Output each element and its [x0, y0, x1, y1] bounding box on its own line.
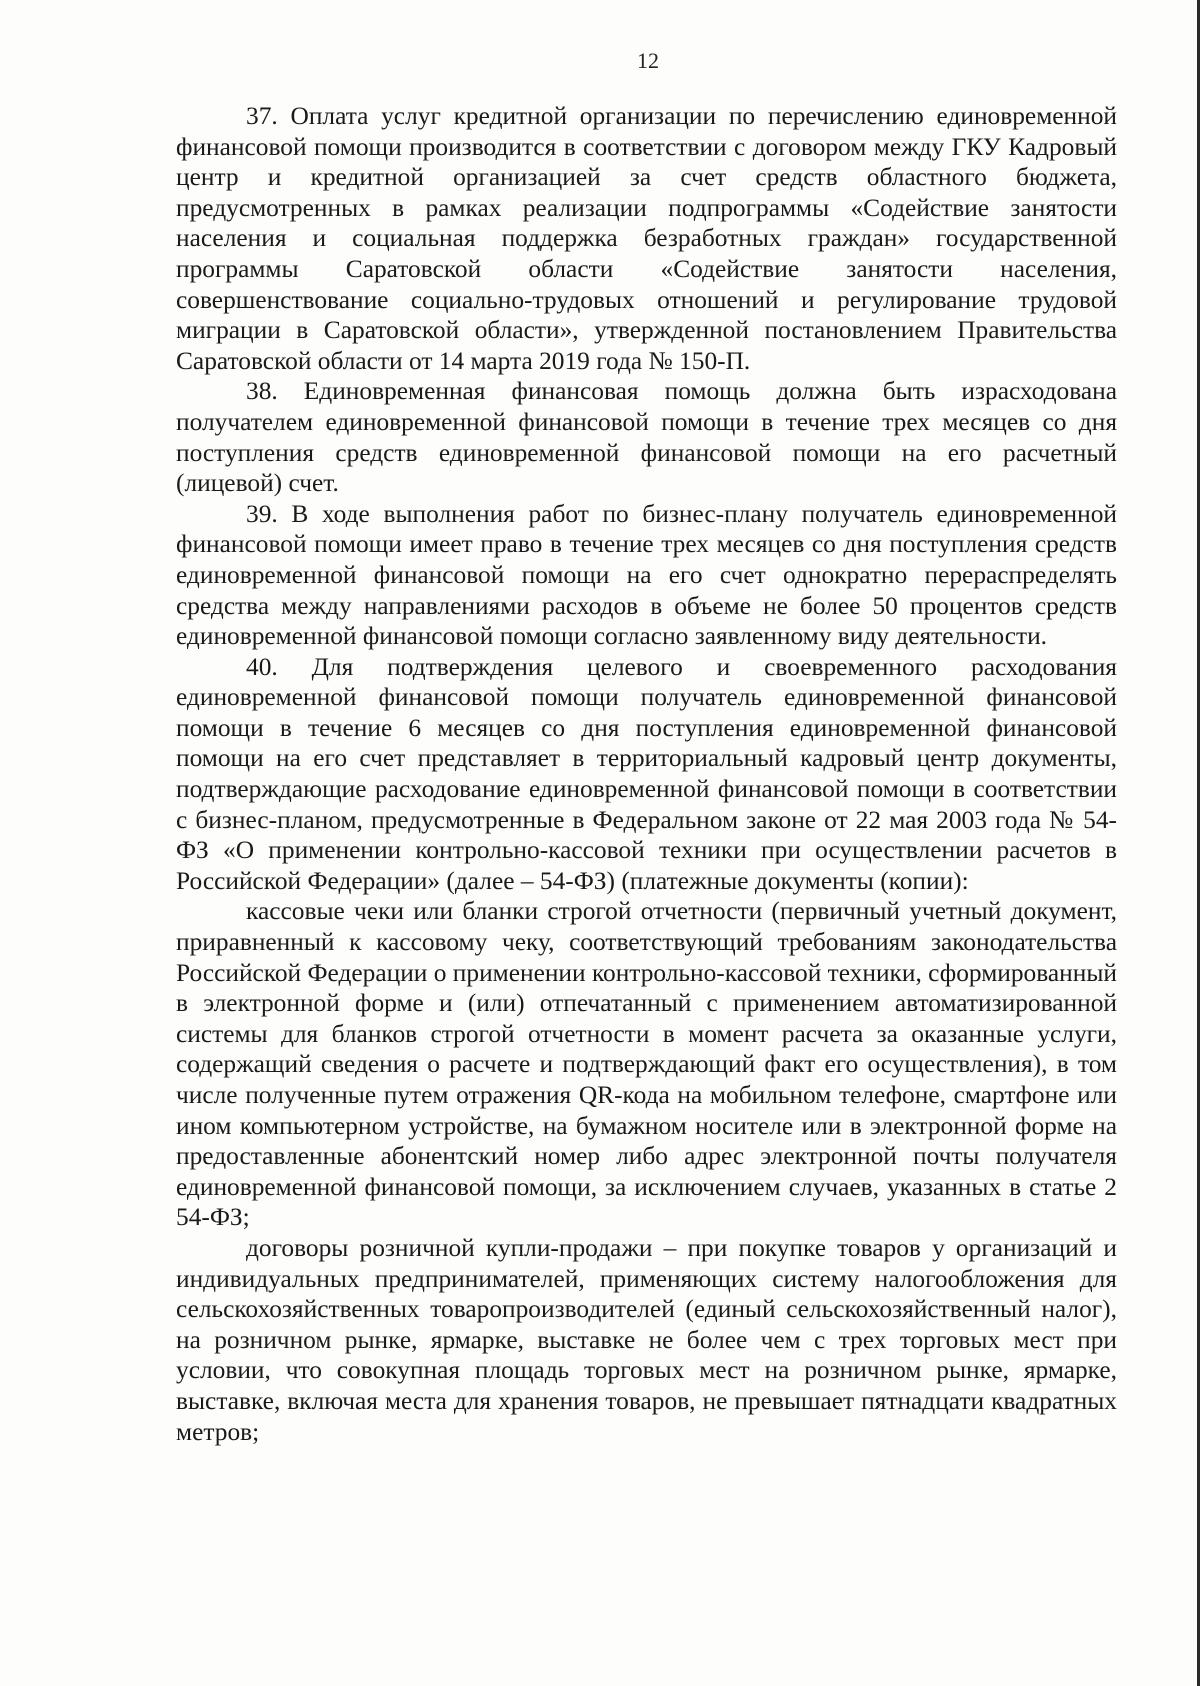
paragraph-cash-receipts: кассовые чеки или бланки строгой отчетности (первичный учетный документ, приравненный к кассовому чеку, соответствующий требованиям законодательства Российской Федерации о применении контрольно-кассовой техники, сформированный в электронной форме и (или) отпечатанный с применением автоматизированной системы для бланков строгой отчетности в момент расчета за оказанные услуги, содержащий сведения о расчете и подтверждающий факт его осуществления), в том числе полученные путем отражения QR-кода на мобильном телефоне, смартфоне или ином компьютерном устройстве, на бумажном носителе или в электронной форме на предоставленные абонентский номер либо адрес электронной почты получателя единовременной финансовой помощи, за исключением случаев, указанных в статье 2 54-ФЗ; — [176, 897, 1117, 1232]
paragraph-37: 37. Оплата услуг кредитной организации по перечислению единовременной финансовой помощи производится в соответствии с договором между ГКУ Кадровый центр и кредитной организацией за счет средств областного бюджета, предусмотренных в рамках реализации подпрограммы «Содействие занятости населения и социальная поддержка безработных граждан» государственной программы Саратовской области «Содействие занятости населения, совершенствование социально-трудовых отношений и регулирование трудовой миграции в Саратовской области», утвержденной постановлением Правительства Саратовской области от 14 марта 2019 года № 150-П. — [176, 102, 1117, 375]
paragraph-40: 40. Для подтверждения целевого и своевременного расходования единовременной финансовой помощи получатель единовременной финансовой помощи в течение 6 месяцев со дня поступления единовременной финансовой помощи на его счет представляет в территориальный кадровый центр документы, подтверждающие расходование единовременной финансовой помощи в соответствии с бизнес-планом, предусмотренные в Федеральном законе от 22 мая 2003 года № 54-ФЗ «О применении контрольно-кассовой техники при осуществлении расчетов в Российской Федерации» (далее – 54-ФЗ) (платежные документы (копии): — [176, 652, 1117, 895]
page-number: 12 — [637, 48, 659, 73]
paragraph-39: 39. В ходе выполнения работ по бизнес-плану получатель единовременной финансовой помощи имеет право в течение трех месяцев со дня поступления средств единовременной финансовой помощи на его счет однократно перераспределять средства между направлениями расходов в объеме не более 50 процентов средств единовременной финансовой помощи согласно заявленному виду деятельности. — [176, 499, 1117, 651]
paragraph-retail-contracts: договоры розничной купли-продажи – при покупке товаров у организаций и индивидуальных предпринимателей, применяющих систему налогообложения для сельскохозяйственных товаропроизводителей (единый сельскохозяйственный налог), на розничном рынке, ярмарке, выставке не более чем с трех торговых мест при условии, что совокупная площадь торговых мест на розничном рынке, ярмарке, выставке, включая места для хранения товаров, не превышает пятнадцати квадратных метров; — [176, 1233, 1117, 1446]
paragraph-38: 38. Единовременная финансовая помощь должна быть израсходована получателем единовременной финансовой помощи в течение трех месяцев со дня поступления средств единовременной финансовой помощи на его расчетный (лицевой) счет. — [176, 377, 1117, 498]
document-body — [176, 101, 1117, 1447]
